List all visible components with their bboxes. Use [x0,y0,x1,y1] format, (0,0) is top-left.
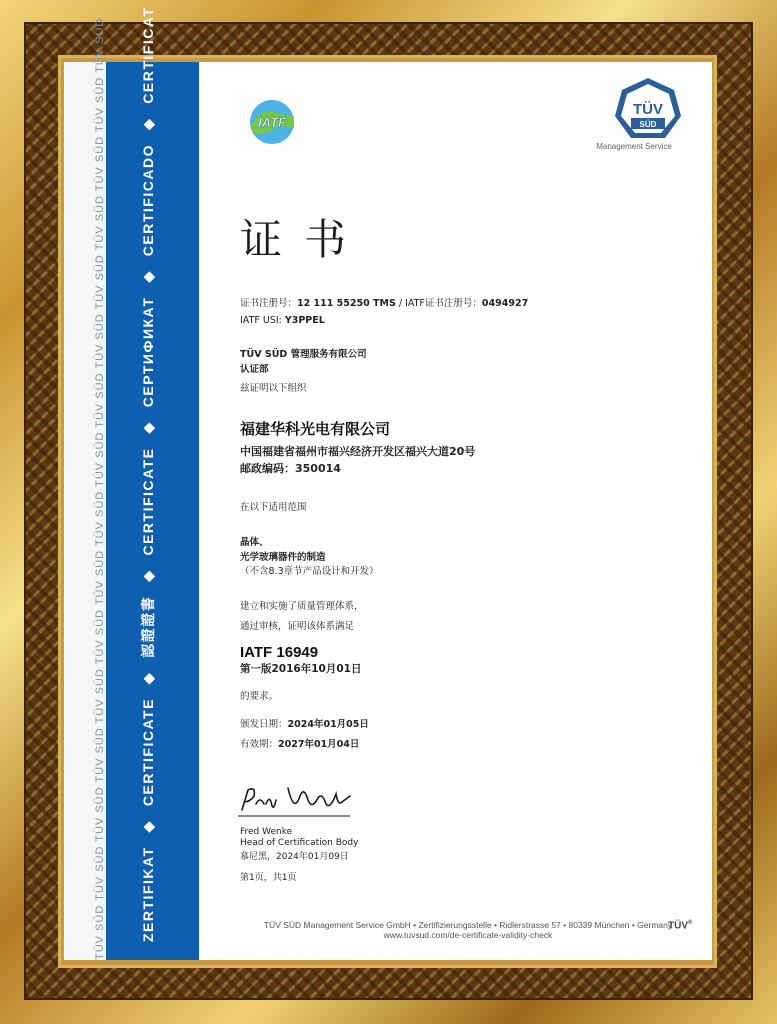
scope-line-2: 光学玻璃器件的制造 [240,552,326,563]
tuv-logo-top-text: TÜV [633,101,663,118]
issue-date-line [240,716,369,730]
validity-line [240,736,359,750]
usi-label: IATF USI: [240,315,285,326]
band-label-russian: СЕРТИФИКАТ [140,296,156,408]
band-label-chinese: 認證證書 [140,595,156,658]
audit-statement: 通过审核，证明该体系满足 [240,621,355,632]
band-separator: ◆ [140,671,156,685]
postal-code-line [240,460,341,476]
validity-date: 2027年01月04日 [278,739,360,750]
iatf-reg-number: 0494927 [481,298,529,309]
reg-number: 12 111 55250 TMS [297,298,396,309]
footer-address: TÜV SÜD Management Service GmbH • Zertifizierungsstelle • Ridlerstrasse 57 • 80339 München • Germany [263,920,673,930]
footer-tuv-text: TÜV [668,920,688,932]
signature-image [238,780,358,820]
certify-intro: 兹证明以下组织 [240,383,307,394]
usi-value: Y3PPEL [284,315,325,326]
band-separator: ◆ [140,117,156,131]
usi-line [240,315,325,326]
requirements-text: 的要求。 [240,691,279,702]
certificate-paper [64,6,712,960]
band-label-certificate-2: CERTIFICATE [140,447,156,556]
iatf-logo [242,94,302,148]
certificate-content [238,62,698,960]
qms-established: 建立和实施了质量管理体系， [240,601,364,612]
registration-line [240,295,528,309]
issuer-dept: 认证部 [240,364,269,375]
validity-check-url: www.tuvsud.com/de-certificate-validity-check [383,930,553,940]
band-separator: ◆ [140,569,156,582]
issue-date-label: 颁发日期： [240,719,288,730]
page-info: 第1页，共1页 [240,873,297,883]
band-separator: ◆ [140,820,156,833]
certificate-title: 证书 [240,215,369,264]
company-name: 福建华科光电有限公司 [240,420,391,438]
footer-registered-mark: ® [688,920,693,926]
security-strip-text: TÜV SÜD TÜV SÜD TÜV SÜD TÜV SÜD TÜV SÜD TÜV SÜD TÜV SÜD TÜV SÜD TÜV SÜD TÜV SÜD TÜV SÜD TÜV SÜD TÜV SÜD TÜV SÜD TÜV SÜD TÜV SÜD [94,17,106,960]
postal-code: 350014 [295,462,341,475]
tuv-sud-security-strip [64,17,106,960]
validity-label: 有效期： [240,739,279,750]
certificate-language-band [106,6,199,960]
standard-edition: 第一版2016年10月01日 [240,663,362,675]
certificate-footer [238,920,698,940]
postal-label: 邮政编码： [240,462,295,475]
scope-line-1: 晶体、 [240,537,269,548]
footer-tuv-brand [668,920,692,931]
tuv-caption: Management Service [596,142,672,151]
tuv-logo-bottom-text: SÜD [639,120,657,129]
band-labels [138,7,158,942]
band-label-zertifikat: ZERTIFIKAT [140,846,156,942]
issue-date: 2024年01月05日 [287,719,369,730]
band-label-certificado: CERTIFICADO [140,144,156,257]
iatf-logo-text: IATF [258,115,286,130]
signer-name: Fred Wenke [240,827,293,837]
band-label-certificat: CERTIFICAT [140,6,156,104]
sign-place-date: 慕尼黑，2024年01月09日 [240,852,349,862]
scope-line-3: （不含8.3章节产品设计和开发） [240,566,379,577]
band-separator: ◆ [140,270,156,283]
iatf-reg-label: / IATF证书注册号： [395,298,482,309]
signer-title: Head of Certification Body [240,838,359,848]
reg-label: 证书注册号： [240,298,298,309]
band-label-certificate: CERTIFICATE [140,698,156,807]
standard-name: IATF 16949 [240,644,319,661]
band-separator: ◆ [140,421,156,434]
issuer-name: TÜV SÜD 管理服务有限公司 [240,349,367,360]
company-address: 中国福建省福州市福兴经济开发区福兴大道20号 [240,445,476,458]
scope-intro: 在以下适用范围 [240,502,307,513]
